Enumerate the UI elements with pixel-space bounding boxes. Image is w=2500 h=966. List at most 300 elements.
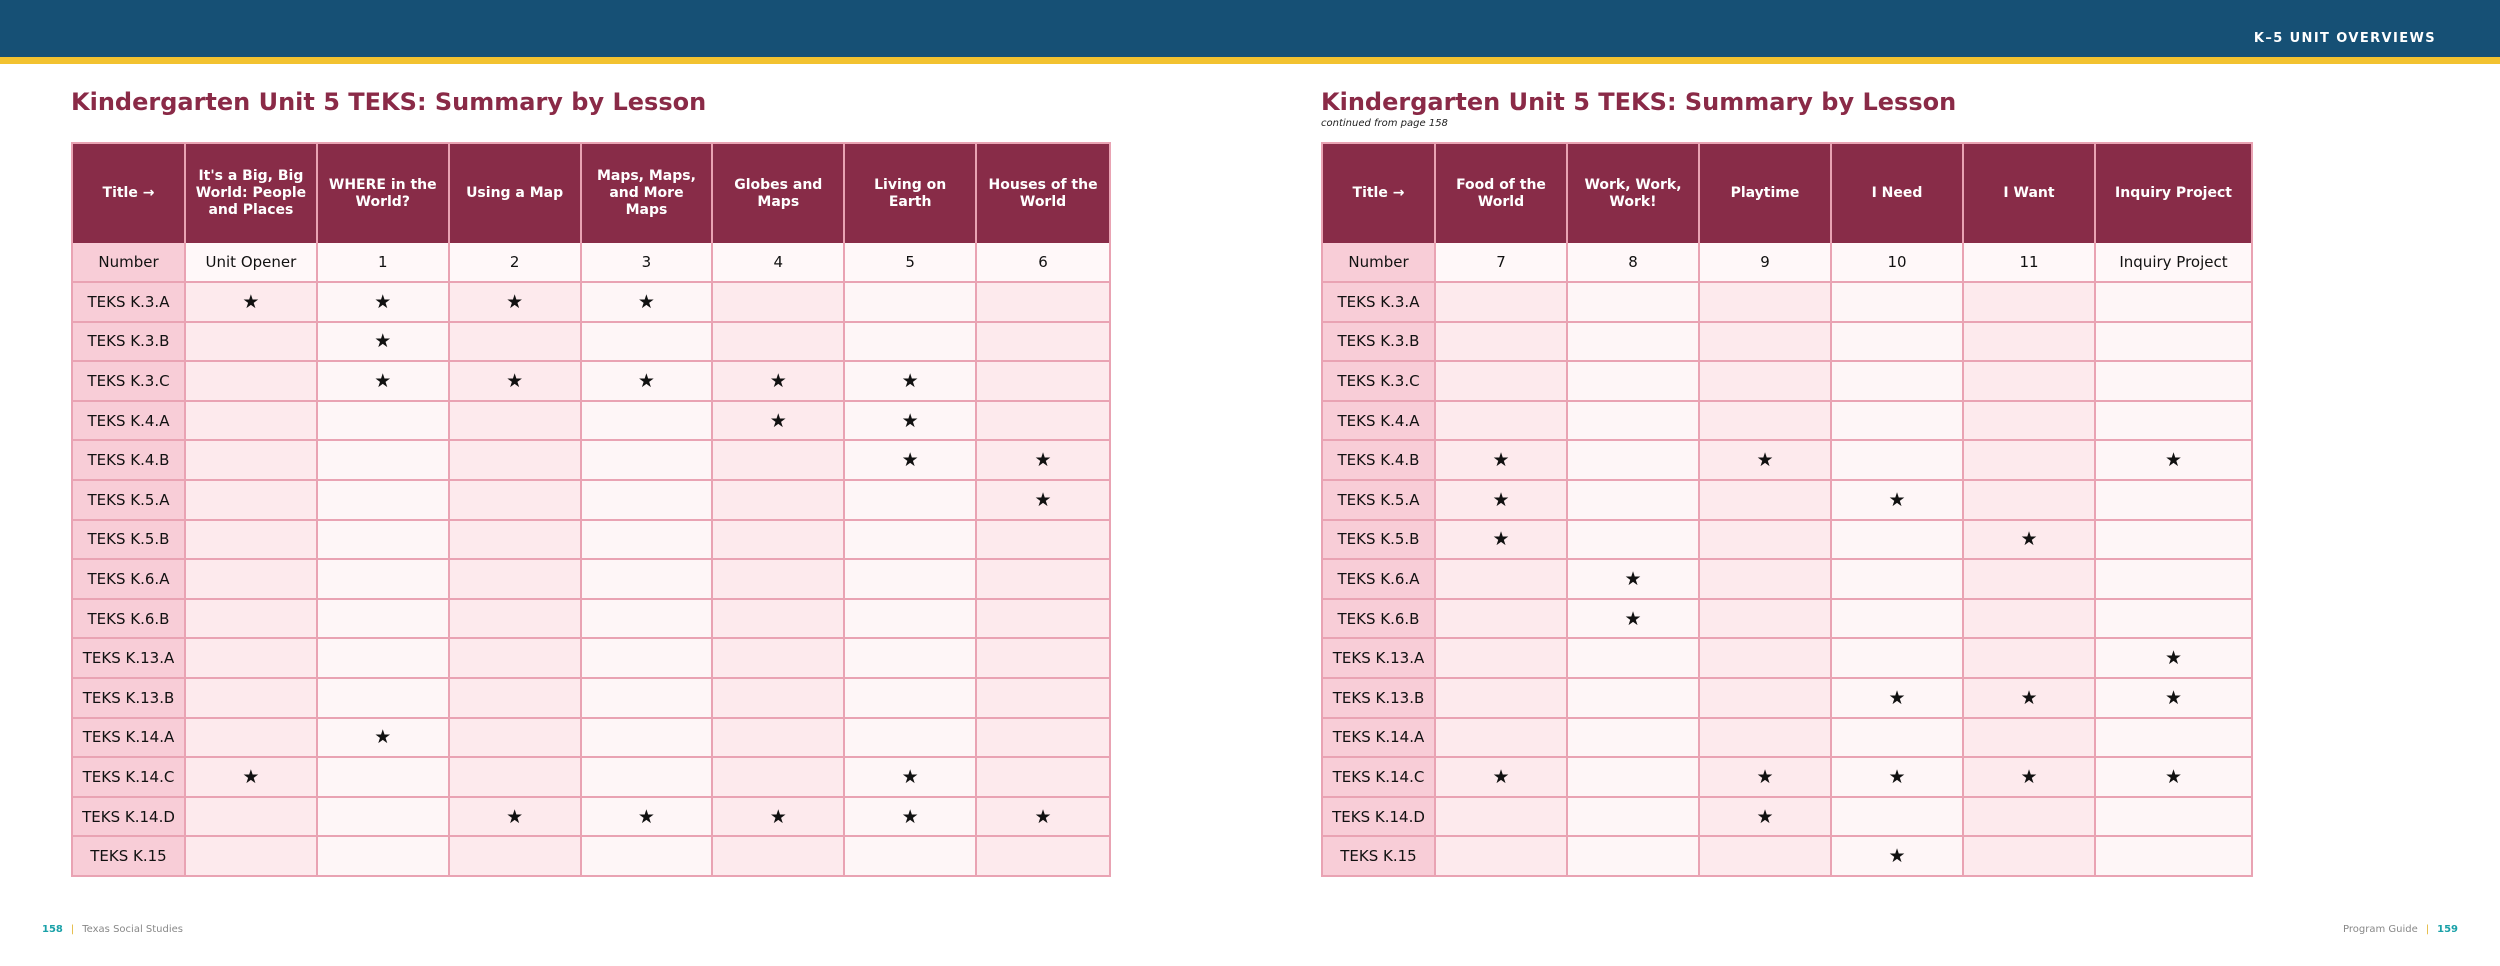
teks-cell xyxy=(1436,362,1568,402)
teks-cell xyxy=(1568,600,1700,640)
teks-cell xyxy=(713,323,845,363)
lesson-number-cell: 7 xyxy=(1436,243,1568,283)
star-icon: ★ xyxy=(2020,686,2038,709)
teks-cell xyxy=(186,758,318,798)
table-row xyxy=(1323,600,2251,640)
star-icon: ★ xyxy=(1034,805,1052,828)
teks-cell xyxy=(1568,639,1700,679)
teks-cell xyxy=(1568,362,1700,402)
teks-cell xyxy=(582,837,714,875)
teks-cell xyxy=(1700,719,1832,759)
teks-cell xyxy=(1436,639,1568,679)
star-icon: ★ xyxy=(1492,488,1510,511)
teks-cell xyxy=(1832,719,1964,759)
table-row xyxy=(73,362,1109,402)
star-icon: ★ xyxy=(2164,686,2183,709)
teks-cell xyxy=(1436,283,1568,323)
teks-cell xyxy=(450,283,582,323)
right-page-title: Kindergarten Unit 5 TEKS: Summary by Lesson xyxy=(1321,88,1957,116)
teks-cell xyxy=(1832,481,1964,521)
teks-cell xyxy=(2096,798,2251,838)
teks-cell xyxy=(582,521,714,561)
teks-cell xyxy=(2096,521,2251,561)
teks-cell xyxy=(582,719,714,759)
teks-cell xyxy=(1700,323,1832,363)
teks-cell xyxy=(186,679,318,719)
lesson-title-header: Maps, Maps, and More Maps xyxy=(582,144,714,243)
teks-cell xyxy=(845,600,977,640)
star-icon: ★ xyxy=(1492,449,1510,472)
teks-cell xyxy=(845,679,977,719)
teks-cell xyxy=(1568,560,1700,600)
teks-cell xyxy=(450,362,582,402)
teks-cell xyxy=(1568,679,1700,719)
section-label: K–5 UNIT OVERVIEWS xyxy=(2253,31,2436,46)
star-icon: ★ xyxy=(769,409,787,432)
teks-cell xyxy=(318,323,450,363)
table-row xyxy=(1323,283,2251,323)
lesson-number-cell: 3 xyxy=(582,243,714,283)
teks-cell xyxy=(1700,283,1832,323)
teks-cell xyxy=(1832,521,1964,561)
star-icon: ★ xyxy=(1624,567,1642,590)
teks-cell xyxy=(186,837,318,875)
lesson-number-cell: Unit Opener xyxy=(186,243,318,283)
star-icon: ★ xyxy=(2164,765,2183,788)
teks-standard-label: TEKS K.3.C xyxy=(1323,362,1436,402)
page-number: 158 xyxy=(42,924,63,935)
lesson-number-cell: 8 xyxy=(1568,243,1700,283)
teks-cell xyxy=(977,600,1109,640)
teks-cell xyxy=(1436,481,1568,521)
table-row xyxy=(1323,758,2251,798)
teks-cell xyxy=(977,362,1109,402)
footer-separator: | xyxy=(70,924,75,935)
star-icon: ★ xyxy=(374,369,392,392)
teks-cell xyxy=(845,362,977,402)
lesson-number-row xyxy=(73,243,1109,283)
teks-cell xyxy=(2096,323,2251,363)
star-icon: ★ xyxy=(901,805,919,828)
teks-cell xyxy=(450,560,582,600)
table-row xyxy=(73,719,1109,759)
table-row xyxy=(1323,323,2251,363)
star-icon: ★ xyxy=(242,765,260,788)
teks-cell xyxy=(845,758,977,798)
teks-cell xyxy=(845,560,977,600)
teks-standard-label: TEKS K.13.A xyxy=(73,639,186,679)
teks-cell xyxy=(2096,719,2251,759)
teks-cell xyxy=(318,362,450,402)
teks-cell xyxy=(713,679,845,719)
table-row xyxy=(73,521,1109,561)
teks-cell xyxy=(845,798,977,838)
teks-cell xyxy=(1964,758,2096,798)
teks-cell xyxy=(1832,758,1964,798)
teks-cell xyxy=(318,798,450,838)
star-icon: ★ xyxy=(242,290,260,313)
teks-cell xyxy=(186,639,318,679)
star-icon: ★ xyxy=(506,805,524,828)
lesson-number-cell: 9 xyxy=(1700,243,1832,283)
teks-cell xyxy=(1832,560,1964,600)
teks-standard-label: TEKS K.14.C xyxy=(73,758,186,798)
table-row xyxy=(1323,441,2251,481)
teks-cell xyxy=(1700,758,1832,798)
teks-cell xyxy=(450,441,582,481)
lesson-title-header: Living on Earth xyxy=(845,144,977,243)
gold-rule xyxy=(0,57,2500,64)
star-icon: ★ xyxy=(374,330,392,353)
teks-cell xyxy=(1436,837,1568,875)
star-icon: ★ xyxy=(2164,449,2183,472)
teks-cell xyxy=(186,798,318,838)
star-icon: ★ xyxy=(506,369,524,392)
lesson-title-header: Work, Work, Work! xyxy=(1568,144,1700,243)
teks-cell xyxy=(977,837,1109,875)
teks-standard-label: TEKS K.5.B xyxy=(1323,521,1436,561)
star-icon: ★ xyxy=(374,290,392,313)
teks-cell xyxy=(2096,402,2251,442)
teks-cell xyxy=(845,639,977,679)
teks-cell xyxy=(1832,402,1964,442)
right-footer xyxy=(2343,924,2458,935)
table-header-row xyxy=(73,144,1109,243)
teks-cell xyxy=(318,402,450,442)
table-row xyxy=(73,560,1109,600)
teks-cell xyxy=(1964,441,2096,481)
teks-cell xyxy=(1436,323,1568,363)
teks-standard-label: TEKS K.6.B xyxy=(1323,600,1436,640)
teks-cell xyxy=(977,323,1109,363)
teks-standard-label: TEKS K.3.A xyxy=(73,283,186,323)
table-row xyxy=(73,402,1109,442)
teks-cell xyxy=(977,798,1109,838)
teks-cell xyxy=(1700,402,1832,442)
teks-cell xyxy=(450,521,582,561)
star-icon: ★ xyxy=(901,765,919,788)
teks-cell xyxy=(582,441,714,481)
left-page-title: Kindergarten Unit 5 TEKS: Summary by Lesson xyxy=(71,88,707,116)
teks-cell xyxy=(1568,283,1700,323)
teks-cell xyxy=(582,402,714,442)
lesson-title-header: I Need xyxy=(1832,144,1964,243)
teks-cell xyxy=(318,283,450,323)
teks-standard-label: TEKS K.13.B xyxy=(73,679,186,719)
lesson-number-row xyxy=(1323,243,2251,283)
star-icon: ★ xyxy=(1756,765,1774,788)
teks-cell xyxy=(845,719,977,759)
teks-cell xyxy=(1832,837,1964,875)
star-icon: ★ xyxy=(637,805,655,828)
teks-cell xyxy=(1964,600,2096,640)
star-icon: ★ xyxy=(1756,449,1774,472)
teks-cell xyxy=(845,481,977,521)
teks-cell xyxy=(450,639,582,679)
teks-cell xyxy=(2096,600,2251,640)
star-icon: ★ xyxy=(901,449,919,472)
teks-standard-label: TEKS K.3.C xyxy=(73,362,186,402)
left-footer xyxy=(42,924,183,935)
teks-cell xyxy=(186,521,318,561)
teks-standard-label: TEKS K.4.A xyxy=(73,402,186,442)
teks-cell xyxy=(713,600,845,640)
teks-cell xyxy=(1436,521,1568,561)
teks-cell xyxy=(1568,323,1700,363)
lesson-title-header: Playtime xyxy=(1700,144,1832,243)
teks-cell xyxy=(450,600,582,640)
teks-cell xyxy=(186,441,318,481)
teks-cell xyxy=(1436,600,1568,640)
page-number: 159 xyxy=(2437,924,2458,935)
teks-cell xyxy=(1964,837,2096,875)
teks-cell xyxy=(977,521,1109,561)
teks-standard-label: TEKS K.3.B xyxy=(73,323,186,363)
teks-cell xyxy=(1832,441,1964,481)
table-row xyxy=(1323,481,2251,521)
footer-separator: | xyxy=(2425,924,2430,935)
lesson-number-cell: 4 xyxy=(713,243,845,283)
title-corner-header: Title → xyxy=(73,144,186,243)
teks-cell xyxy=(1568,521,1700,561)
teks-cell xyxy=(845,837,977,875)
teks-cell xyxy=(186,481,318,521)
teks-cell xyxy=(977,481,1109,521)
teks-cell xyxy=(450,719,582,759)
star-icon: ★ xyxy=(1492,528,1510,551)
teks-standard-label: TEKS K.13.B xyxy=(1323,679,1436,719)
lesson-title-header: It's a Big, Big World: People and Places xyxy=(186,144,318,243)
lesson-number-cell: 10 xyxy=(1832,243,1964,283)
teks-cell xyxy=(713,441,845,481)
teks-cell xyxy=(1964,798,2096,838)
teks-cell xyxy=(977,441,1109,481)
teks-cell xyxy=(1964,362,2096,402)
star-icon: ★ xyxy=(374,726,392,749)
teks-cell xyxy=(977,758,1109,798)
lesson-number-cell: 2 xyxy=(450,243,582,283)
teks-cell xyxy=(2096,441,2251,481)
star-icon: ★ xyxy=(637,290,655,313)
teks-cell xyxy=(713,798,845,838)
teks-cell xyxy=(582,798,714,838)
teks-standard-label: TEKS K.14.D xyxy=(1323,798,1436,838)
teks-cell xyxy=(713,719,845,759)
teks-cell xyxy=(1964,283,2096,323)
teks-cell xyxy=(1436,798,1568,838)
teks-cell xyxy=(713,402,845,442)
teks-standard-label: TEKS K.4.B xyxy=(1323,441,1436,481)
teks-cell xyxy=(450,679,582,719)
table-row xyxy=(73,798,1109,838)
teks-cell xyxy=(1568,798,1700,838)
teks-cell xyxy=(1700,560,1832,600)
teks-cell xyxy=(1568,719,1700,759)
star-icon: ★ xyxy=(769,369,787,392)
teks-cell xyxy=(318,639,450,679)
star-icon: ★ xyxy=(1034,488,1052,511)
teks-cell xyxy=(1568,441,1700,481)
table-row xyxy=(73,283,1109,323)
teks-cell xyxy=(450,481,582,521)
star-icon: ★ xyxy=(1888,845,1906,868)
teks-cell xyxy=(318,521,450,561)
teks-cell xyxy=(582,481,714,521)
number-row-label: Number xyxy=(73,243,186,283)
teks-cell xyxy=(186,323,318,363)
table-row xyxy=(1323,639,2251,679)
teks-cell xyxy=(1568,837,1700,875)
teks-cell xyxy=(1436,560,1568,600)
lesson-title-header: Using a Map xyxy=(450,144,582,243)
teks-cell xyxy=(1832,283,1964,323)
lesson-number-cell: 6 xyxy=(977,243,1109,283)
star-icon: ★ xyxy=(901,369,919,392)
star-icon: ★ xyxy=(2020,528,2038,551)
teks-cell xyxy=(1964,402,2096,442)
star-icon: ★ xyxy=(1888,488,1906,511)
teks-cell xyxy=(1832,798,1964,838)
teks-cell xyxy=(713,639,845,679)
teks-standard-label: TEKS K.4.A xyxy=(1323,402,1436,442)
teks-cell xyxy=(713,481,845,521)
teks-cell xyxy=(1832,639,1964,679)
table-row xyxy=(1323,679,2251,719)
lesson-number-cell: 1 xyxy=(318,243,450,283)
teks-standard-label: TEKS K.5.A xyxy=(73,481,186,521)
teks-cell xyxy=(845,521,977,561)
star-icon: ★ xyxy=(2164,647,2183,670)
teks-cell xyxy=(318,600,450,640)
teks-cell xyxy=(977,402,1109,442)
table-row xyxy=(1323,402,2251,442)
teks-cell xyxy=(186,560,318,600)
teks-cell xyxy=(1700,521,1832,561)
teks-cell xyxy=(1700,441,1832,481)
teks-cell xyxy=(1700,481,1832,521)
table-row xyxy=(1323,798,2251,838)
teks-cell xyxy=(1568,481,1700,521)
teks-cell xyxy=(1700,639,1832,679)
table-row xyxy=(1323,719,2251,759)
teks-standard-label: TEKS K.14.D xyxy=(73,798,186,838)
teks-standard-label: TEKS K.5.B xyxy=(73,521,186,561)
teks-cell xyxy=(1700,600,1832,640)
teks-cell xyxy=(318,560,450,600)
teks-cell xyxy=(713,283,845,323)
lesson-number-cell: 11 xyxy=(1964,243,2096,283)
table-row xyxy=(73,323,1109,363)
teks-cell xyxy=(2096,481,2251,521)
teks-cell xyxy=(186,362,318,402)
teks-cell xyxy=(1436,719,1568,759)
teks-cell xyxy=(1964,323,2096,363)
table-row xyxy=(73,441,1109,481)
teks-cell xyxy=(713,758,845,798)
teks-cell xyxy=(1436,679,1568,719)
teks-cell xyxy=(582,600,714,640)
teks-cell xyxy=(1964,521,2096,561)
table-row xyxy=(73,639,1109,679)
teks-cell xyxy=(318,679,450,719)
teks-cell xyxy=(318,441,450,481)
teks-cell xyxy=(2096,639,2251,679)
teks-cell xyxy=(845,441,977,481)
table-row xyxy=(1323,362,2251,402)
teks-cell xyxy=(582,362,714,402)
teks-cell xyxy=(845,283,977,323)
teks-cell xyxy=(582,283,714,323)
table-header-row xyxy=(1323,144,2251,243)
teks-cell xyxy=(977,679,1109,719)
teks-cell xyxy=(318,758,450,798)
teks-standard-label: TEKS K.6.A xyxy=(73,560,186,600)
number-row-label: Number xyxy=(1323,243,1436,283)
lesson-number-cell: 5 xyxy=(845,243,977,283)
teks-standard-label: TEKS K.13.A xyxy=(1323,639,1436,679)
teks-standard-label: TEKS K.6.B xyxy=(73,600,186,640)
teks-cell xyxy=(450,402,582,442)
star-icon: ★ xyxy=(1492,765,1510,788)
teks-standard-label: TEKS K.15 xyxy=(73,837,186,875)
teks-cell xyxy=(1568,402,1700,442)
teks-cell xyxy=(1700,798,1832,838)
lesson-title-header: WHERE in the World? xyxy=(318,144,450,243)
star-icon: ★ xyxy=(1034,449,1052,472)
teks-cell xyxy=(2096,758,2251,798)
table-row xyxy=(73,481,1109,521)
teks-cell xyxy=(1832,362,1964,402)
star-icon: ★ xyxy=(506,290,524,313)
star-icon: ★ xyxy=(1624,607,1642,630)
teks-cell xyxy=(186,719,318,759)
teks-cell xyxy=(318,837,450,875)
top-banner xyxy=(0,0,2500,57)
teks-cell xyxy=(186,402,318,442)
teks-standard-label: TEKS K.5.A xyxy=(1323,481,1436,521)
teks-cell xyxy=(2096,362,2251,402)
teks-cell xyxy=(713,521,845,561)
teks-cell xyxy=(186,600,318,640)
star-icon: ★ xyxy=(769,805,787,828)
teks-standard-label: TEKS K.14.C xyxy=(1323,758,1436,798)
teks-standard-label: TEKS K.6.A xyxy=(1323,560,1436,600)
teks-standard-label: TEKS K.14.A xyxy=(73,719,186,759)
teks-cell xyxy=(1964,679,2096,719)
teks-cell xyxy=(2096,679,2251,719)
teks-standard-label: TEKS K.14.A xyxy=(1323,719,1436,759)
title-corner-header: Title → xyxy=(1323,144,1436,243)
book-title: Texas Social Studies xyxy=(82,924,183,935)
star-icon: ★ xyxy=(1756,805,1774,828)
teks-cell xyxy=(2096,837,2251,875)
teks-standard-label: TEKS K.4.B xyxy=(73,441,186,481)
teks-cell xyxy=(1964,639,2096,679)
teks-cell xyxy=(582,560,714,600)
table-row xyxy=(73,837,1109,875)
table-row xyxy=(1323,837,2251,875)
teks-cell xyxy=(450,758,582,798)
star-icon: ★ xyxy=(637,369,655,392)
teks-cell xyxy=(1700,837,1832,875)
teks-cell xyxy=(318,481,450,521)
teks-cell xyxy=(2096,560,2251,600)
table-row xyxy=(1323,560,2251,600)
teks-cell xyxy=(582,323,714,363)
teks-cell xyxy=(845,323,977,363)
lesson-number-cell: Inquiry Project xyxy=(2096,243,2251,283)
lesson-title-header: Globes and Maps xyxy=(713,144,845,243)
